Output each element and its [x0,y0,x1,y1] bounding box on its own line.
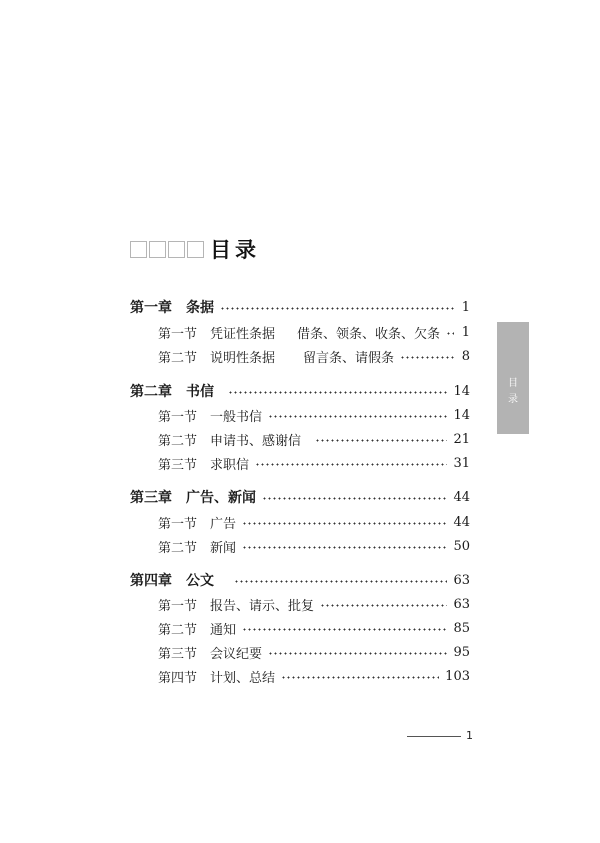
toc-section-2-3[interactable] [158,453,470,473]
section-title: 报告、请示、批复 [210,598,315,614]
page-number: 44 [453,514,470,530]
leader-dots [234,580,447,583]
page-title: 目录 [210,238,260,262]
toc-section-2-1[interactable] [158,405,470,425]
page-number: 31 [453,455,470,471]
toc-chapter-1[interactable] [130,297,470,317]
page-number: 8 [461,348,470,364]
page-number: 44 [453,489,470,505]
side-tab-char: 目 [508,378,518,389]
page-number: 95 [453,644,470,660]
leader-dots [268,415,447,418]
section-title: 通知 [210,622,237,638]
leader-dots [262,497,447,500]
side-tab-contents [497,322,529,434]
toc-section-4-4[interactable] [158,666,470,686]
section-subtitle: 留言条、请假条 [303,350,395,366]
leader-dots [228,391,447,394]
page-number: 85 [453,620,470,636]
section-title: 一般书信 [210,409,263,425]
side-tab-char: 录 [508,394,518,405]
footer-rule [407,736,461,737]
leader-dots [446,332,454,335]
toc-section-1-2[interactable] [158,346,470,366]
page-number: 1 [461,299,470,315]
leader-dots [281,676,439,679]
chapter-number: 第一章 [130,300,172,316]
section-number: 第二节 [158,433,198,449]
chapter-number: 第四章 [130,573,172,589]
toc-chapter-4[interactable] [130,570,470,590]
toc-chapter-2[interactable] [130,381,470,401]
toc-chapter-3[interactable] [130,487,470,507]
section-number: 第一节 [158,516,198,532]
leader-dots [242,628,447,631]
section-number: 第二节 [158,622,198,638]
leader-dots [242,546,447,549]
page-number: 21 [453,431,470,447]
section-number: 第二节 [158,540,198,556]
chapter-title: 广告、新闻 [186,490,256,506]
section-title: 说明性条据 [210,350,276,366]
section-number: 第三节 [158,646,198,662]
section-title: 求职信 [210,457,250,473]
page-footer-number: 1 [466,729,473,742]
leader-dots [255,463,447,466]
toc-section-4-1[interactable] [158,594,470,614]
leader-dots [268,652,447,655]
chapter-number: 第二章 [130,384,172,400]
page-number: 63 [453,596,470,612]
section-subtitle: 借条、领条、收条、欠条 [297,326,441,342]
toc-section-1-1[interactable] [158,322,470,342]
chapter-title: 书信 [186,384,214,400]
toc-section-2-2[interactable] [158,429,470,449]
leader-dots [220,307,454,310]
section-number: 第一节 [158,598,198,614]
section-number: 第三节 [158,457,198,473]
toc-section-3-1[interactable] [158,512,470,532]
chapter-title: 条据 [186,300,214,316]
page-number: 63 [453,572,470,588]
page-number: 103 [445,668,470,684]
chapter-number: 第三章 [130,490,172,506]
toc-section-3-2[interactable] [158,536,470,556]
page-number: 50 [453,538,470,554]
leader-dots [242,522,447,525]
section-title: 申请书、感谢信 [210,433,302,449]
section-number: 第一节 [158,326,198,342]
section-title: 广告 [210,516,237,532]
section-number: 第二节 [158,350,198,366]
toc-section-4-3[interactable] [158,642,470,662]
leader-dots [320,604,447,607]
section-number: 第一节 [158,409,198,425]
page-number: 14 [453,383,470,399]
page-number: 1 [461,324,470,340]
chapter-title: 公文 [186,573,214,589]
section-title: 计划、总结 [210,670,276,686]
section-title: 会议纪要 [210,646,263,662]
section-title: 新闻 [210,540,237,556]
leader-dots [400,356,454,359]
section-title: 凭证性条据 [210,326,276,342]
leader-dots [315,439,447,442]
section-number: 第四节 [158,670,198,686]
page-number: 14 [453,407,470,423]
toc-section-4-2[interactable] [158,618,470,638]
